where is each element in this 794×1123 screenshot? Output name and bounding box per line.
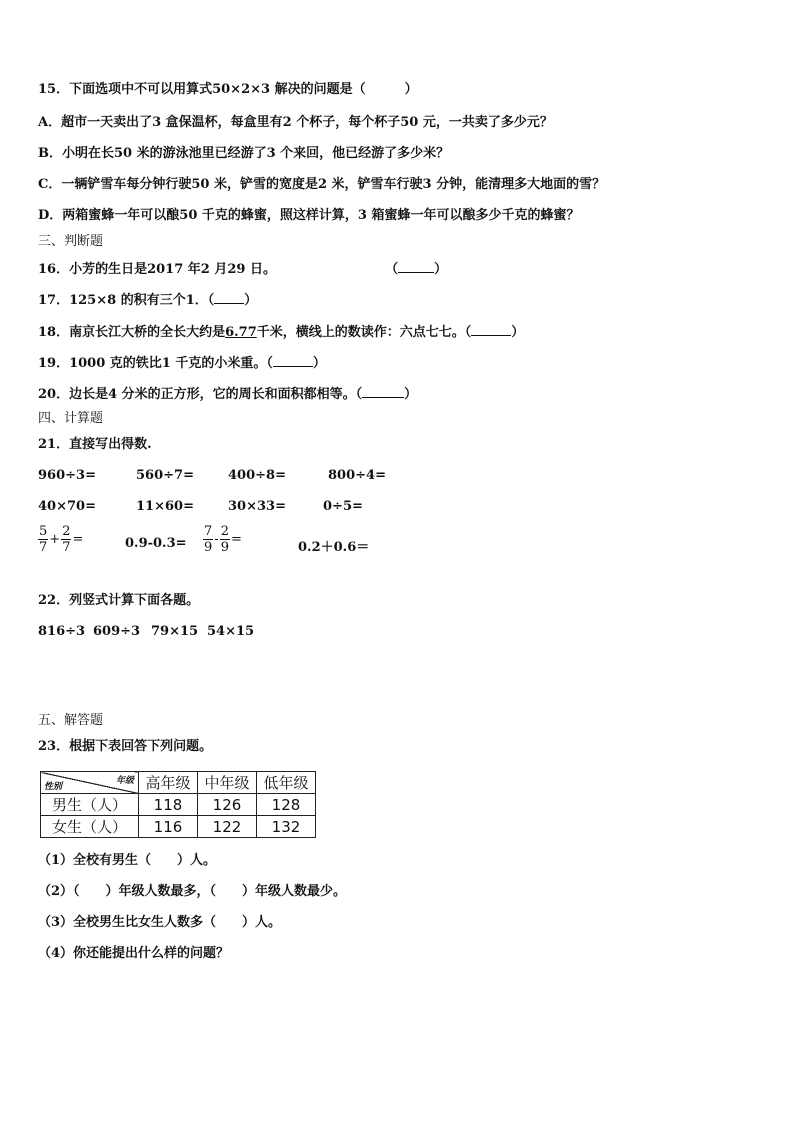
grade-table: [40, 771, 316, 838]
q20-close: ）: [404, 387, 418, 402]
numerator: 2: [62, 524, 71, 539]
q23-sub-3: （3）全校男生比女生人数多（ ）人。: [38, 915, 282, 930]
q21-fraction-sum: [38, 524, 84, 555]
q18-number: 6.77: [225, 325, 257, 340]
table-corner-cell: [41, 772, 139, 794]
operator: -: [214, 532, 219, 547]
q16-open: （: [385, 262, 399, 277]
q15-option-a: A．超市一天卖出了3 盒保温杯，每盒里有2 个杯子，每个杯子50 元，一共卖了多少元？: [38, 115, 553, 130]
corner-label-grade: 年级: [115, 776, 134, 786]
q19-close: ）: [312, 356, 326, 371]
operator: +: [49, 532, 61, 547]
fraction: [38, 524, 48, 555]
equals: =: [72, 532, 84, 547]
q18-post: 千米，横线上的数读作：六点七七。（: [256, 325, 472, 340]
q16: [38, 260, 447, 278]
q21-expr: 40×70=: [38, 499, 96, 514]
table-row-label: 女生（人）: [41, 816, 139, 838]
q15-option-b: B．小明在长50 米的游泳池里已经游了3 个来回，他已经游了多少米？: [38, 146, 450, 161]
denominator: 7: [62, 540, 71, 555]
q19: [38, 354, 326, 372]
q18-close: ）: [511, 325, 525, 340]
q21-expr: 0.9-0.3=: [125, 536, 187, 551]
table-cell: 122: [198, 816, 257, 838]
table-cell: 128: [257, 794, 316, 816]
table-header: 中年级: [198, 772, 257, 794]
q21-expr: 30×33=: [228, 499, 286, 514]
q21-fraction-diff: [203, 524, 243, 555]
table-header-row: [41, 772, 316, 794]
table-row: [41, 794, 316, 816]
q21-expr: 0.2＋0.6＝: [298, 540, 370, 555]
table-header: 低年级: [257, 772, 316, 794]
q21-expr: 0÷5=: [323, 499, 363, 514]
numerator: 5: [39, 524, 48, 539]
denominator: 9: [204, 540, 213, 555]
section-heading-calc: 四、计算题: [38, 411, 104, 426]
table-cell: 116: [139, 816, 198, 838]
q20-answer-blank[interactable]: [362, 385, 404, 398]
equals: =: [230, 532, 242, 547]
q21-expr: 960÷3=: [38, 468, 96, 483]
q19-text: 19．1000 克的铁比1 千克的小米重。（: [38, 356, 273, 371]
q20: [38, 385, 417, 403]
q21-row-1: [38, 468, 638, 484]
q17-answer-blank[interactable]: [214, 291, 244, 304]
q20-text: 20．边长是4 分米的正方形，它的周长和面积都相等。（: [38, 387, 363, 402]
q16-answer-blank[interactable]: [398, 260, 434, 273]
numerator: 7: [204, 524, 213, 539]
denominator: 7: [39, 540, 48, 555]
q15-option-d: D．两箱蜜蜂一年可以酿50 千克的蜂蜜，照这样计算，3 箱蜜蜂一年可以酿多少千克的蜂蜜？: [38, 208, 580, 223]
q21-row-3: [38, 524, 638, 564]
table-cell: 126: [198, 794, 257, 816]
q16-close: ）: [434, 262, 448, 277]
q18-pre: 18．南京长江大桥的全长大约是: [38, 325, 226, 340]
q18-answer-blank[interactable]: [471, 323, 511, 336]
q23-sub-1: （1）全校有男生（ ）人。: [38, 853, 217, 868]
q22-item: 54×15: [207, 624, 255, 639]
denominator: 9: [220, 540, 229, 555]
section-heading-answer: 五、解答题: [38, 713, 104, 728]
q21-expr: 800÷4=: [328, 468, 386, 483]
table-row: [41, 816, 316, 838]
fraction: [203, 524, 213, 555]
q21-expr: 560÷7=: [136, 468, 194, 483]
q17-text: 17．125×8 的积有三个1．（: [38, 293, 215, 308]
q21-row-2: [38, 499, 638, 515]
q22-item: 609÷3: [93, 624, 141, 639]
q17: [38, 291, 257, 309]
q23-title: 23．根据下表回答下列问题。: [38, 739, 213, 754]
q22-items: [38, 624, 638, 640]
q23-sub-4: （4）你还能提出什么样的问题？: [38, 946, 230, 961]
q15-option-c: C．一辆铲雪车每分钟行驶50 米，铲雪的宽度是2 米，铲雪车行驶3 分钟，能清理多大地面的雪？: [38, 177, 606, 192]
table-header: 高年级: [139, 772, 198, 794]
q21-title: 21．直接写出得数.: [38, 437, 152, 452]
q15-stem: 15．下面选项中不可以用算式50×2×3 解决的问题是（ ）: [38, 82, 418, 97]
q23-sub-2: （2）（ ）年级人数最多，（ ）年级人数最少。: [38, 884, 347, 899]
fraction: [220, 524, 230, 555]
q22-item: 816÷3: [38, 624, 86, 639]
numerator: 2: [220, 524, 229, 539]
table-cell: 132: [257, 816, 316, 838]
table-row-label: 男生（人）: [41, 794, 139, 816]
q21-expr: 11×60=: [136, 499, 194, 514]
table-cell: 118: [139, 794, 198, 816]
section-heading-judge: 三、判断题: [38, 234, 104, 249]
q18: [38, 323, 524, 341]
fraction: [61, 524, 71, 555]
q16-text: 16．小芳的生日是2017 年2 月29 日。: [38, 262, 276, 277]
q22-item: 79×15: [151, 624, 199, 639]
corner-label-gender: 性别: [44, 782, 63, 792]
q17-close: ）: [244, 293, 258, 308]
q21-expr: 400÷8=: [228, 468, 286, 483]
q19-answer-blank[interactable]: [273, 354, 313, 367]
q22-title: 22．列竖式计算下面各题。: [38, 593, 200, 608]
